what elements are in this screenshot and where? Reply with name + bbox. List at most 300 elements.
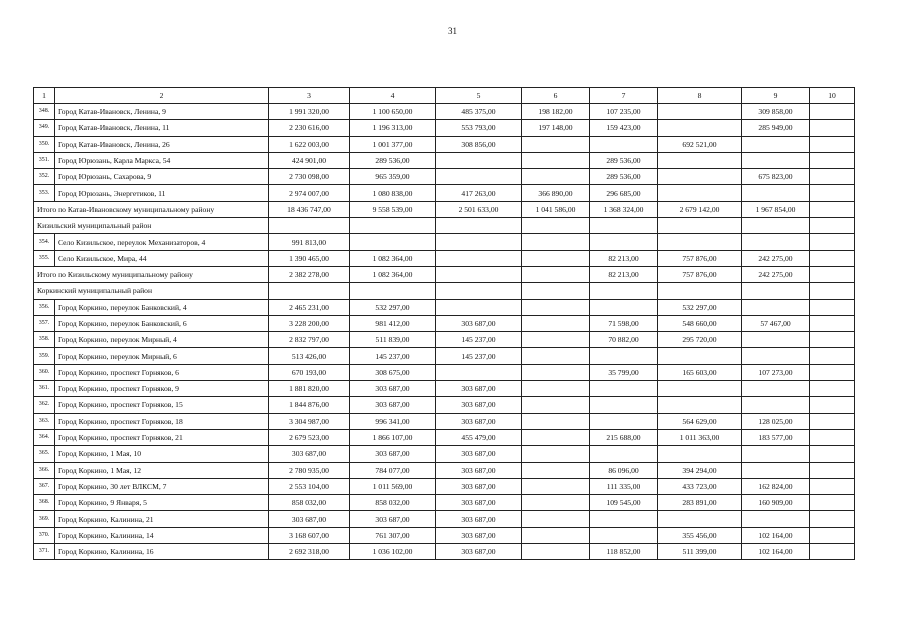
value-cell: 303 687,00 xyxy=(269,446,350,462)
value-cell xyxy=(742,185,810,201)
value-cell xyxy=(590,348,658,364)
table-row xyxy=(34,299,855,315)
value-cell: 303 687,00 xyxy=(350,381,436,397)
table-row xyxy=(34,136,855,152)
value-cell xyxy=(658,185,742,201)
column-header: 4 xyxy=(350,88,436,104)
value-cell xyxy=(522,348,590,364)
column-header: 1 xyxy=(34,88,55,104)
value-cell: 107 273,00 xyxy=(742,364,810,380)
row-number: 368. xyxy=(34,495,55,511)
table-row xyxy=(34,169,855,185)
table-row xyxy=(34,544,855,560)
value-cell: 858 032,00 xyxy=(269,495,350,511)
value-cell: 1 967 854,00 xyxy=(742,201,810,217)
value-cell xyxy=(742,348,810,364)
value-cell xyxy=(350,234,436,250)
value-cell xyxy=(810,397,855,413)
column-header: 2 xyxy=(55,88,269,104)
value-cell xyxy=(522,136,590,152)
value-cell: 2 465 231,00 xyxy=(269,299,350,315)
page-number: 31 xyxy=(448,26,457,36)
empty-cell xyxy=(590,283,658,299)
row-number: 348. xyxy=(34,104,55,120)
value-cell xyxy=(522,169,590,185)
value-cell xyxy=(658,381,742,397)
value-cell xyxy=(590,381,658,397)
address-cell: Город Коркино, проспект Горняков, 9 xyxy=(55,381,269,397)
value-cell xyxy=(436,152,522,168)
value-cell: 111 335,00 xyxy=(590,478,658,494)
value-cell: 2 780 935,00 xyxy=(269,462,350,478)
value-cell: 303 687,00 xyxy=(436,413,522,429)
value-cell: 109 545,00 xyxy=(590,495,658,511)
empty-cell xyxy=(269,218,350,234)
value-cell: 553 793,00 xyxy=(436,120,522,136)
address-cell: Город Катав-Ивановск, Ленина, 26 xyxy=(55,136,269,152)
value-cell xyxy=(522,527,590,543)
value-cell: 309 858,00 xyxy=(742,104,810,120)
value-cell: 433 723,00 xyxy=(658,478,742,494)
value-cell: 1 390 465,00 xyxy=(269,250,350,266)
section-row xyxy=(34,218,855,234)
value-cell: 2 692 318,00 xyxy=(269,544,350,560)
value-cell xyxy=(658,397,742,413)
value-cell: 2 974 007,00 xyxy=(269,185,350,201)
value-cell xyxy=(522,381,590,397)
value-cell xyxy=(658,446,742,462)
row-number: 351. xyxy=(34,152,55,168)
value-cell xyxy=(590,446,658,462)
value-cell: 761 307,00 xyxy=(350,527,436,543)
value-cell xyxy=(810,495,855,511)
table-row xyxy=(34,462,855,478)
value-cell: 991 813,00 xyxy=(269,234,350,250)
address-cell: Город Коркино, проспект Горняков, 6 xyxy=(55,364,269,380)
value-cell xyxy=(522,495,590,511)
value-cell xyxy=(522,413,590,429)
table-row xyxy=(34,429,855,445)
value-cell xyxy=(522,299,590,315)
table-row xyxy=(34,234,855,250)
value-cell: 1 622 003,00 xyxy=(269,136,350,152)
value-cell: 3 228 200,00 xyxy=(269,315,350,331)
value-cell: 965 359,00 xyxy=(350,169,436,185)
table-body xyxy=(34,88,855,560)
value-cell xyxy=(810,429,855,445)
value-cell xyxy=(522,250,590,266)
value-cell: 2 679 523,00 xyxy=(269,429,350,445)
value-cell: 215 688,00 xyxy=(590,429,658,445)
value-cell xyxy=(810,348,855,364)
value-cell: 118 852,00 xyxy=(590,544,658,560)
value-cell: 2 553 104,00 xyxy=(269,478,350,494)
value-cell: 511 839,00 xyxy=(350,332,436,348)
value-cell: 2 679 142,00 xyxy=(658,201,742,217)
value-cell xyxy=(590,136,658,152)
table-row xyxy=(34,527,855,543)
value-cell xyxy=(522,332,590,348)
address-cell: Город Катав-Ивановск, Ленина, 9 xyxy=(55,104,269,120)
row-number: 354. xyxy=(34,234,55,250)
value-cell: 1 881 820,00 xyxy=(269,381,350,397)
value-cell: 417 263,00 xyxy=(436,185,522,201)
table-row xyxy=(34,348,855,364)
table-row xyxy=(34,250,855,266)
value-cell: 289 536,00 xyxy=(590,169,658,185)
value-cell: 1 866 107,00 xyxy=(350,429,436,445)
value-cell xyxy=(522,266,590,282)
row-number: 363. xyxy=(34,413,55,429)
value-cell xyxy=(522,544,590,560)
address-cell: Город Юрюзань, Сахарова, 9 xyxy=(55,169,269,185)
value-cell xyxy=(590,234,658,250)
address-cell: Город Коркино, Калинина, 16 xyxy=(55,544,269,560)
total-row xyxy=(34,266,855,282)
address-cell: Село Кизильское, переулок Механизаторов, 4 xyxy=(55,234,269,250)
value-cell: 2 382 278,00 xyxy=(269,266,350,282)
value-cell: 57 467,00 xyxy=(742,315,810,331)
address-cell: Город Коркино, переулок Банковский, 6 xyxy=(55,315,269,331)
value-cell: 198 182,00 xyxy=(522,104,590,120)
address-cell: Село Кизильское, Мира, 44 xyxy=(55,250,269,266)
value-cell xyxy=(742,462,810,478)
value-cell xyxy=(810,136,855,152)
table-row xyxy=(34,152,855,168)
value-cell: 303 687,00 xyxy=(350,397,436,413)
value-cell xyxy=(590,527,658,543)
row-number: 369. xyxy=(34,511,55,527)
value-cell: 303 687,00 xyxy=(436,495,522,511)
value-cell: 1 001 377,00 xyxy=(350,136,436,152)
value-cell: 3 304 987,00 xyxy=(269,413,350,429)
value-cell: 548 660,00 xyxy=(658,315,742,331)
value-cell: 2 832 797,00 xyxy=(269,332,350,348)
section-row xyxy=(34,283,855,299)
value-cell: 675 823,00 xyxy=(742,169,810,185)
address-cell: Город Юрюзань, Карла Маркса, 54 xyxy=(55,152,269,168)
empty-cell xyxy=(810,218,855,234)
empty-cell xyxy=(350,218,436,234)
value-cell xyxy=(436,364,522,380)
address-cell: Город Коркино, проспект Горняков, 15 xyxy=(55,397,269,413)
value-cell: 485 375,00 xyxy=(436,104,522,120)
value-cell: 2 230 616,00 xyxy=(269,120,350,136)
value-cell xyxy=(810,266,855,282)
value-cell: 784 077,00 xyxy=(350,462,436,478)
total-label: Итого по Кизильскому муниципальному району xyxy=(34,266,269,282)
value-cell xyxy=(436,169,522,185)
column-header: 8 xyxy=(658,88,742,104)
value-cell xyxy=(590,413,658,429)
value-cell: 1 011 569,00 xyxy=(350,478,436,494)
value-cell: 692 521,00 xyxy=(658,136,742,152)
address-cell: Город Катав-Ивановск, Ленина, 11 xyxy=(55,120,269,136)
row-number: 361. xyxy=(34,381,55,397)
value-cell: 159 423,00 xyxy=(590,120,658,136)
address-cell: Город Коркино, проспект Горняков, 18 xyxy=(55,413,269,429)
value-cell xyxy=(522,446,590,462)
section-label: Коркинский муниципальный район xyxy=(34,283,269,299)
value-cell xyxy=(810,511,855,527)
address-cell: Город Коркино, Калинина, 21 xyxy=(55,511,269,527)
value-cell: 145 237,00 xyxy=(350,348,436,364)
value-cell xyxy=(522,429,590,445)
value-cell xyxy=(810,201,855,217)
value-cell xyxy=(810,462,855,478)
empty-cell xyxy=(269,283,350,299)
value-cell: 355 456,00 xyxy=(658,527,742,543)
value-cell: 1 080 838,00 xyxy=(350,185,436,201)
value-cell: 1 196 313,00 xyxy=(350,120,436,136)
row-number: 349. xyxy=(34,120,55,136)
table-row xyxy=(34,120,855,136)
value-cell xyxy=(742,446,810,462)
value-cell xyxy=(742,136,810,152)
table-row xyxy=(34,511,855,527)
table-row xyxy=(34,478,855,494)
value-cell xyxy=(810,478,855,494)
value-cell xyxy=(810,104,855,120)
value-cell: 1 036 102,00 xyxy=(350,544,436,560)
value-cell xyxy=(522,364,590,380)
row-number: 353. xyxy=(34,185,55,201)
row-number: 366. xyxy=(34,462,55,478)
value-cell xyxy=(436,250,522,266)
value-cell: 128 025,00 xyxy=(742,413,810,429)
row-number: 370. xyxy=(34,527,55,543)
value-cell: 1 011 363,00 xyxy=(658,429,742,445)
empty-cell xyxy=(590,218,658,234)
value-cell xyxy=(590,299,658,315)
value-cell xyxy=(742,234,810,250)
row-number: 357. xyxy=(34,315,55,331)
value-cell xyxy=(742,511,810,527)
value-cell xyxy=(810,381,855,397)
value-cell: 197 148,00 xyxy=(522,120,590,136)
empty-cell xyxy=(658,218,742,234)
table-row xyxy=(34,381,855,397)
value-cell xyxy=(658,104,742,120)
value-cell: 303 687,00 xyxy=(436,397,522,413)
total-label: Итого по Катав-Ивановскому муниципальному району xyxy=(34,201,269,217)
row-number: 367. xyxy=(34,478,55,494)
value-cell: 183 577,00 xyxy=(742,429,810,445)
value-cell xyxy=(590,397,658,413)
value-cell: 283 891,00 xyxy=(658,495,742,511)
address-cell: Город Коркино, 1 Мая, 10 xyxy=(55,446,269,462)
value-cell xyxy=(658,511,742,527)
value-cell: 757 876,00 xyxy=(658,250,742,266)
value-cell: 145 237,00 xyxy=(436,332,522,348)
column-header: 6 xyxy=(522,88,590,104)
value-cell: 303 687,00 xyxy=(436,511,522,527)
value-cell: 1 991 320,00 xyxy=(269,104,350,120)
value-cell: 564 629,00 xyxy=(658,413,742,429)
row-number: 365. xyxy=(34,446,55,462)
column-header: 9 xyxy=(742,88,810,104)
value-cell xyxy=(658,348,742,364)
row-number: 362. xyxy=(34,397,55,413)
value-cell: 308 675,00 xyxy=(350,364,436,380)
value-cell: 303 687,00 xyxy=(436,446,522,462)
value-cell xyxy=(658,234,742,250)
value-cell xyxy=(810,527,855,543)
value-cell: 303 687,00 xyxy=(436,544,522,560)
table-row xyxy=(34,397,855,413)
value-cell: 18 436 747,00 xyxy=(269,201,350,217)
value-cell xyxy=(590,511,658,527)
value-cell xyxy=(810,332,855,348)
address-cell: Город Коркино, проспект Горняков, 21 xyxy=(55,429,269,445)
value-cell: 513 426,00 xyxy=(269,348,350,364)
empty-cell xyxy=(742,218,810,234)
address-cell: Город Коркино, переулок Мирный, 6 xyxy=(55,348,269,364)
value-cell xyxy=(436,266,522,282)
value-cell xyxy=(436,234,522,250)
header-row xyxy=(34,88,855,104)
value-cell xyxy=(522,152,590,168)
value-cell: 532 297,00 xyxy=(350,299,436,315)
value-cell: 308 856,00 xyxy=(436,136,522,152)
value-cell: 394 294,00 xyxy=(658,462,742,478)
column-header: 10 xyxy=(810,88,855,104)
value-cell: 107 235,00 xyxy=(590,104,658,120)
value-cell: 670 193,00 xyxy=(269,364,350,380)
value-cell: 9 558 539,00 xyxy=(350,201,436,217)
value-cell xyxy=(658,120,742,136)
table-row xyxy=(34,446,855,462)
row-number: 359. xyxy=(34,348,55,364)
value-cell: 165 603,00 xyxy=(658,364,742,380)
row-number: 352. xyxy=(34,169,55,185)
value-cell: 86 096,00 xyxy=(590,462,658,478)
row-number: 356. xyxy=(34,299,55,315)
empty-cell xyxy=(742,283,810,299)
value-cell: 162 824,00 xyxy=(742,478,810,494)
column-header: 3 xyxy=(269,88,350,104)
value-cell xyxy=(658,152,742,168)
table-row xyxy=(34,332,855,348)
value-cell xyxy=(810,413,855,429)
value-cell: 160 909,00 xyxy=(742,495,810,511)
value-cell: 295 720,00 xyxy=(658,332,742,348)
row-number: 355. xyxy=(34,250,55,266)
value-cell: 70 882,00 xyxy=(590,332,658,348)
row-number: 364. xyxy=(34,429,55,445)
value-cell: 242 275,00 xyxy=(742,266,810,282)
value-cell xyxy=(810,234,855,250)
section-label: Кизильский муниципальный район xyxy=(34,218,269,234)
table-row xyxy=(34,495,855,511)
address-cell: Город Юрюзань, Энергетиков, 11 xyxy=(55,185,269,201)
value-cell xyxy=(810,250,855,266)
address-cell: Город Коркино, 9 Января, 5 xyxy=(55,495,269,511)
column-header: 5 xyxy=(436,88,522,104)
value-cell: 303 687,00 xyxy=(350,446,436,462)
empty-cell xyxy=(522,218,590,234)
value-cell xyxy=(810,446,855,462)
empty-cell xyxy=(658,283,742,299)
value-cell xyxy=(522,462,590,478)
value-cell xyxy=(810,299,855,315)
value-cell: 102 164,00 xyxy=(742,527,810,543)
value-cell xyxy=(522,315,590,331)
value-cell xyxy=(810,120,855,136)
value-cell: 3 168 607,00 xyxy=(269,527,350,543)
table-row xyxy=(34,364,855,380)
value-cell: 366 890,00 xyxy=(522,185,590,201)
value-cell xyxy=(810,169,855,185)
value-cell: 981 412,00 xyxy=(350,315,436,331)
empty-cell xyxy=(810,283,855,299)
value-cell: 858 032,00 xyxy=(350,495,436,511)
value-cell: 102 164,00 xyxy=(742,544,810,560)
row-number: 350. xyxy=(34,136,55,152)
value-cell: 1 368 324,00 xyxy=(590,201,658,217)
value-cell: 1 041 586,00 xyxy=(522,201,590,217)
value-cell: 289 536,00 xyxy=(590,152,658,168)
address-cell: Город Коркино, переулок Мирный, 4 xyxy=(55,332,269,348)
value-cell: 996 341,00 xyxy=(350,413,436,429)
value-cell: 296 685,00 xyxy=(590,185,658,201)
value-cell xyxy=(810,544,855,560)
value-cell xyxy=(810,152,855,168)
empty-cell xyxy=(436,218,522,234)
value-cell: 82 213,00 xyxy=(590,266,658,282)
value-cell xyxy=(436,299,522,315)
table-row xyxy=(34,315,855,331)
total-row xyxy=(34,201,855,217)
value-cell: 71 598,00 xyxy=(590,315,658,331)
value-cell: 285 949,00 xyxy=(742,120,810,136)
value-cell: 511 399,00 xyxy=(658,544,742,560)
value-cell: 303 687,00 xyxy=(436,478,522,494)
value-cell: 1 082 364,00 xyxy=(350,266,436,282)
value-cell: 289 536,00 xyxy=(350,152,436,168)
value-cell xyxy=(658,169,742,185)
value-cell: 303 687,00 xyxy=(436,315,522,331)
row-number: 371. xyxy=(34,544,55,560)
value-cell: 1 100 650,00 xyxy=(350,104,436,120)
data-table xyxy=(33,87,855,560)
value-cell: 532 297,00 xyxy=(658,299,742,315)
value-cell xyxy=(522,511,590,527)
value-cell xyxy=(742,332,810,348)
value-cell xyxy=(810,315,855,331)
table-row xyxy=(34,185,855,201)
value-cell: 242 275,00 xyxy=(742,250,810,266)
value-cell xyxy=(522,234,590,250)
value-cell xyxy=(522,478,590,494)
value-cell xyxy=(742,299,810,315)
address-cell: Город Коркино, переулок Банковский, 4 xyxy=(55,299,269,315)
value-cell: 424 901,00 xyxy=(269,152,350,168)
value-cell: 35 799,00 xyxy=(590,364,658,380)
value-cell xyxy=(742,397,810,413)
value-cell xyxy=(522,397,590,413)
empty-cell xyxy=(350,283,436,299)
row-number: 358. xyxy=(34,332,55,348)
value-cell: 1 844 876,00 xyxy=(269,397,350,413)
empty-cell xyxy=(436,283,522,299)
address-cell: Город Коркино, 1 Мая, 12 xyxy=(55,462,269,478)
value-cell xyxy=(810,185,855,201)
value-cell: 2 730 098,00 xyxy=(269,169,350,185)
table-row xyxy=(34,413,855,429)
value-cell: 455 479,00 xyxy=(436,429,522,445)
value-cell: 303 687,00 xyxy=(269,511,350,527)
